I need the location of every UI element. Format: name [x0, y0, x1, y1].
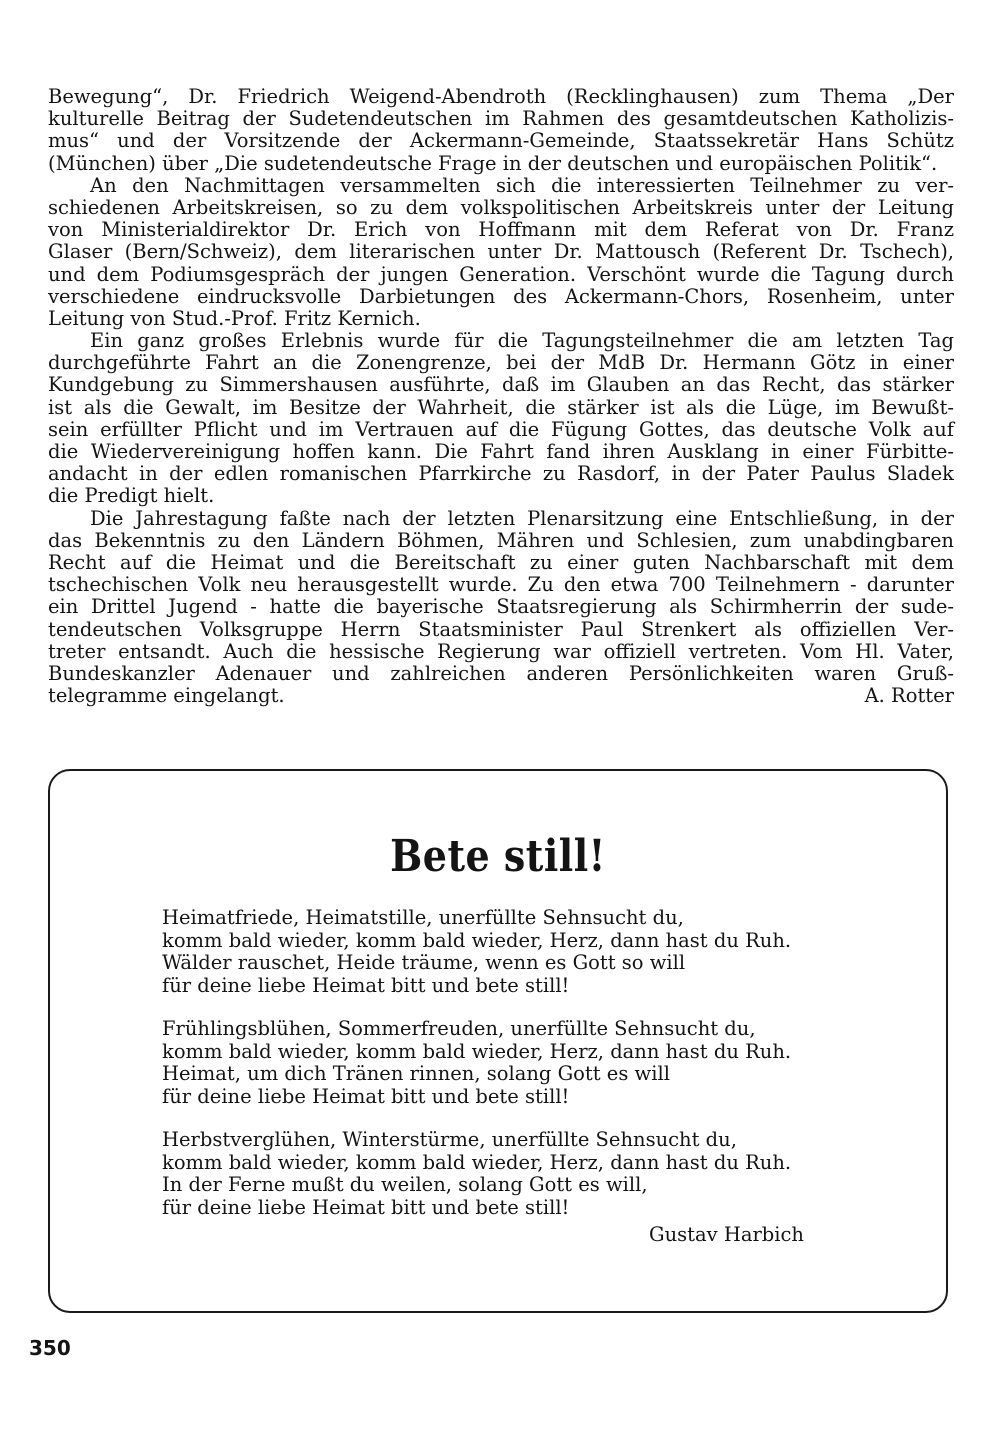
- poem-stanza-3: [162, 1129, 791, 1219]
- text-line: ein Drittel Jugend - hatte die bayerische Staatsregierung als Schirmherrin der sude-: [48, 595, 954, 619]
- text-line: kulturelle Beitrag der Sudetendeutschen im Rahmen des gesamtdeutschen Katholizis-: [48, 107, 954, 131]
- text-line: Bewegung“, Dr. Friedrich Weigend-Abendroth (Recklinghausen) zum Thema „Der: [48, 85, 954, 108]
- poem-author: Gustav Harbich: [649, 1223, 804, 1246]
- poem-line: komm bald wieder, komm bald wieder, Herz, dann hast du Ruh.: [162, 1150, 792, 1174]
- paragraph-4: [48, 508, 954, 708]
- poem-stanza-1: [162, 907, 791, 997]
- text-line: mus“ und der Vorsitzende der Ackermann-Gemeinde, Staatssekretär Hans Schütz: [48, 129, 954, 153]
- text-line: (München) über „Die sudetendeutsche Frage in der deutschen und europäischen Politik“.: [48, 151, 938, 175]
- poem-line: komm bald wieder, komm bald wieder, Herz, dann hast du Ruh.: [162, 928, 792, 952]
- text-line: Die Jahrestagung faßte nach der letzten Plenarsitzung eine Entschließung, in der: [90, 506, 954, 530]
- poem-line: In der Ferne mußt du weilen, solang Gott es will,: [162, 1173, 648, 1196]
- poem-line: für deine liebe Heimat bitt und bete still!: [162, 1084, 570, 1108]
- text-line: Leitung von Stud.-Prof. Fritz Kernich.: [48, 306, 421, 330]
- text-line: Glaser (Bern/Schweiz), dem literarischen unter Dr. Mattousch (Referent Dr. Tschech),: [48, 240, 954, 264]
- poem-line: Wälder rauschet, Heide träume, wenn es Gott so will: [162, 951, 686, 974]
- poem-stanza-2: [162, 1018, 791, 1108]
- paragraph-3: [48, 330, 954, 508]
- text-line: sein erfüllter Pflicht und im Vertrauen auf die Fügung Gottes, das deutsche Volk auf: [48, 417, 954, 441]
- poem-body: [162, 907, 791, 1240]
- text-line: tendeutschen Volksgruppe Herrn Staatsminister Paul Strenkert als offiziellen Ver-: [48, 617, 954, 641]
- article-text: [48, 86, 954, 707]
- page-number: 350: [29, 1336, 71, 1360]
- poem-line: Heimat, um dich Tränen rinnen, solang Gott es will: [162, 1062, 670, 1085]
- text-line: Ein ganz großes Erlebnis wurde für die Tagungsteilnehmer die am letzten Tag: [90, 329, 954, 353]
- text-line: ist als die Gewalt, im Besitze der Wahrheit, die stärker ist als die Lüge, im Bewußt-: [48, 395, 954, 419]
- article-signature: A. Rotter: [864, 684, 954, 708]
- poem-line: für deine liebe Heimat bitt und bete still!: [162, 973, 570, 997]
- text-line: An den Nachmittagen versammelten sich die interessierten Teilnehmer zu ver-: [90, 173, 954, 197]
- text-line: die Predigt hielt.: [48, 484, 215, 508]
- closing-line: [48, 685, 954, 707]
- text-line: von Ministerialdirektor Dr. Erich von Hoffmann mit dem Referat von Dr. Franz: [48, 218, 954, 242]
- text-line: tschechischen Volk neu herausgestellt wurde. Zu den etwa 700 Teilnehmern - darunter: [48, 573, 954, 597]
- text-line: Recht auf die Heimat und die Bereitschaft zu einer guten Nachbarschaft mit dem: [48, 550, 954, 574]
- poem-frame: [48, 769, 948, 1313]
- poem-line: Frühlingsblühen, Sommerfreuden, unerfüllte Sehnsucht du,: [162, 1017, 756, 1040]
- text-line: Bundeskanzler Adenauer und zahlreichen anderen Persönlichkeiten waren Gruß-: [48, 661, 954, 685]
- text-line: treter entsandt. Auch die hessische Regierung war offiziell vertreten. Vom Hl. Vater,: [48, 639, 954, 663]
- text-line: die Wiedervereinigung hoffen kann. Die Fahrt fand ihren Ausklang in einer Fürbitte-: [48, 440, 954, 463]
- paragraph-1: [48, 86, 954, 175]
- poem-title: Bete still!: [390, 829, 606, 882]
- text-line: das Bekenntnis zu den Ländern Böhmen, Mähren und Schlesien, zum unabdingbaren: [48, 528, 954, 552]
- text-line: verschiedene eindrucksvolle Darbietungen des Ackermann-Chors, Rosenheim, unter: [48, 284, 954, 308]
- poem-line: komm bald wieder, komm bald wieder, Herz, dann hast du Ruh.: [162, 1039, 792, 1063]
- text-line: telegramme eingelangt.: [48, 684, 285, 708]
- text-line: andacht in der edlen romanischen Pfarrkirche zu Rasdorf, in der Pater Paulus Sladek: [48, 462, 954, 486]
- text-line: schiedenen Arbeitskreisen, so zu dem volkspolitischen Arbeitskreis unter der Leitung: [48, 195, 954, 219]
- text-line: durchgeführte Fahrt an die Zonengrenze, bei der MdB Dr. Hermann Götz in einer: [48, 351, 954, 375]
- text-line: und dem Podiumsgespräch der jungen Generation. Verschönt wurde die Tagung durch: [48, 262, 954, 286]
- text-line: Kundgebung zu Simmershausen ausführte, daß im Glauben an das Recht, das stärker: [48, 373, 954, 397]
- poem-line: für deine liebe Heimat bitt und bete still!: [162, 1195, 570, 1219]
- paragraph-2: [48, 175, 954, 330]
- poem-line: Heimatfriede, Heimatstille, unerfüllte Sehnsucht du,: [162, 906, 684, 929]
- poem-line: Herbstverglühen, Winterstürme, unerfüllte Sehnsucht du,: [162, 1128, 737, 1151]
